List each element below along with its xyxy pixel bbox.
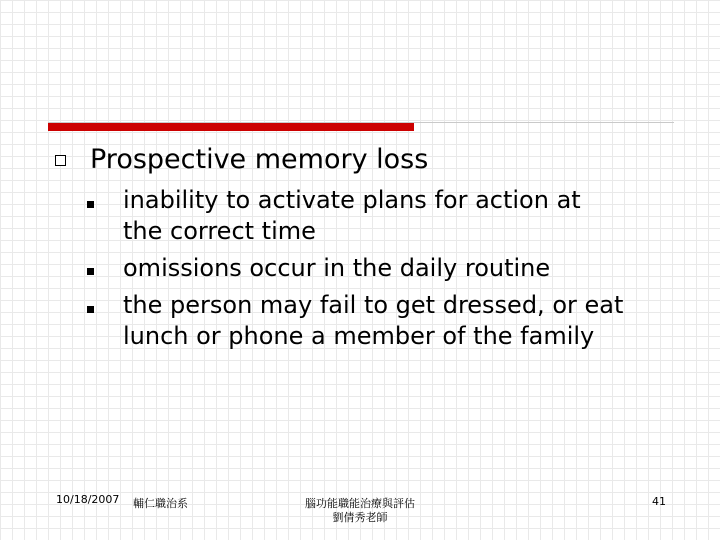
footer-date: 10/18/2007 xyxy=(56,493,120,506)
filled-square-bullet-icon xyxy=(87,306,94,313)
list-item-line: lunch or phone a member of the family xyxy=(123,322,595,350)
filled-square-bullet-icon xyxy=(87,201,94,208)
list-item-line: the correct time xyxy=(123,217,316,245)
footer-instructor: 劉倩秀老師 xyxy=(332,511,388,524)
list-item-line: inability to activate plans for action at xyxy=(123,186,581,214)
footer-department: 輔仁職治系 xyxy=(133,497,188,510)
page-number: 41 xyxy=(652,495,666,508)
main-heading: Prospective memory loss xyxy=(90,144,429,175)
filled-square-bullet-icon xyxy=(87,268,94,275)
list-item-line: omissions occur in the daily routine xyxy=(123,254,551,282)
title-accent-bar xyxy=(48,123,414,131)
hollow-square-bullet-icon xyxy=(55,155,66,166)
footer-course-title: 腦功能職能治療與評估 xyxy=(305,497,415,510)
list-item-line: the person may fail to get dressed, or eat xyxy=(123,291,624,319)
